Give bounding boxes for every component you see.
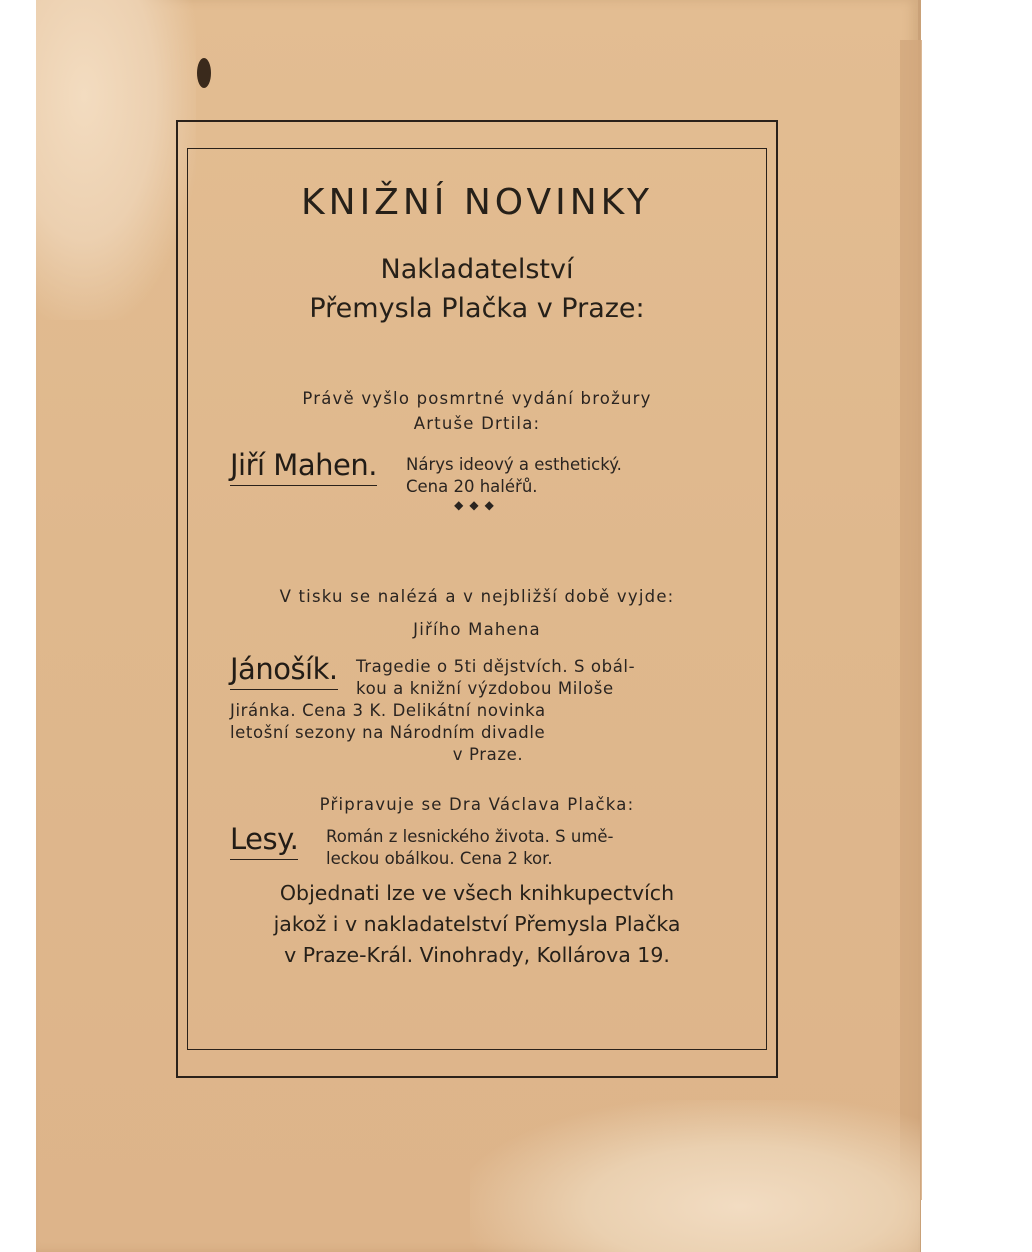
advertisement-content	[178, 122, 776, 1076]
book-entry-lesy	[230, 822, 746, 882]
description-line-1: Tragedie o 5ti dějstvích. S obál-	[356, 657, 636, 676]
section1-intro-line-2: Artuše Drtila:	[413, 414, 541, 433]
book-title: Lesy.	[230, 822, 298, 860]
description-line-2: leckou obálkou. Cena 2 kor.	[326, 849, 553, 868]
section2-intro	[178, 580, 776, 646]
worn-paper-bottom	[470, 1100, 920, 1252]
section1-intro	[178, 386, 776, 436]
section3-intro-line-1: Připravuje se Dra Václava Plačka:	[319, 795, 635, 814]
section3-intro	[178, 792, 776, 817]
section2-intro-line-1: V tisku se nalézá a v nejbližší době vyjde:	[279, 587, 675, 606]
order-line-2: jakož i v nakladatelství Přemysla Plačka	[273, 912, 681, 936]
book-title: Jiří Mahen.	[230, 448, 377, 486]
book-description	[326, 826, 614, 870]
advertisement-frame	[176, 120, 778, 1078]
order-line-3: v Praze-Král. Vinohrady, Kollárova 19.	[284, 943, 670, 967]
book-description	[230, 656, 746, 766]
heading: KNIŽNÍ NOVINKY	[301, 182, 653, 223]
book-title: Jánošík.	[230, 652, 338, 690]
order-line-1: Objednati lze ve všech knihkupectvích	[279, 881, 675, 905]
description-line-4: letošní sezony na Národním divadle	[230, 723, 546, 742]
paper-hole	[197, 58, 211, 88]
description-line-2: Cena 20 haléřů.	[406, 477, 538, 496]
description-line-1: Román z lesnického života. S umě-	[326, 827, 614, 846]
book-description	[406, 454, 622, 498]
description-line-2: kou a knižní výzdobou Miloše	[356, 679, 614, 698]
description-line-3: Jiránka. Cena 3 K. Delikátní novinka	[230, 701, 546, 720]
worn-paper-top-left	[36, 0, 196, 320]
separator-ornament: ◆◆◆	[454, 498, 500, 512]
publisher-line-2: Přemysla Plačka v Praze:	[309, 293, 645, 324]
publisher-line-1: Nakladatelství	[380, 254, 574, 285]
section2-intro-line-2: Jiřího Mahena	[413, 620, 541, 639]
description-line-5: v Praze.	[452, 745, 524, 764]
publisher-name	[178, 250, 776, 328]
description-line-1: Nárys ideový a esthetický.	[406, 455, 622, 474]
page-edges	[900, 40, 922, 1200]
book-entry-janosik	[230, 652, 746, 772]
ordering-information	[178, 878, 776, 971]
section1-intro-line-1: Právě vyšlo posmrtné vydání brožury	[302, 389, 652, 408]
